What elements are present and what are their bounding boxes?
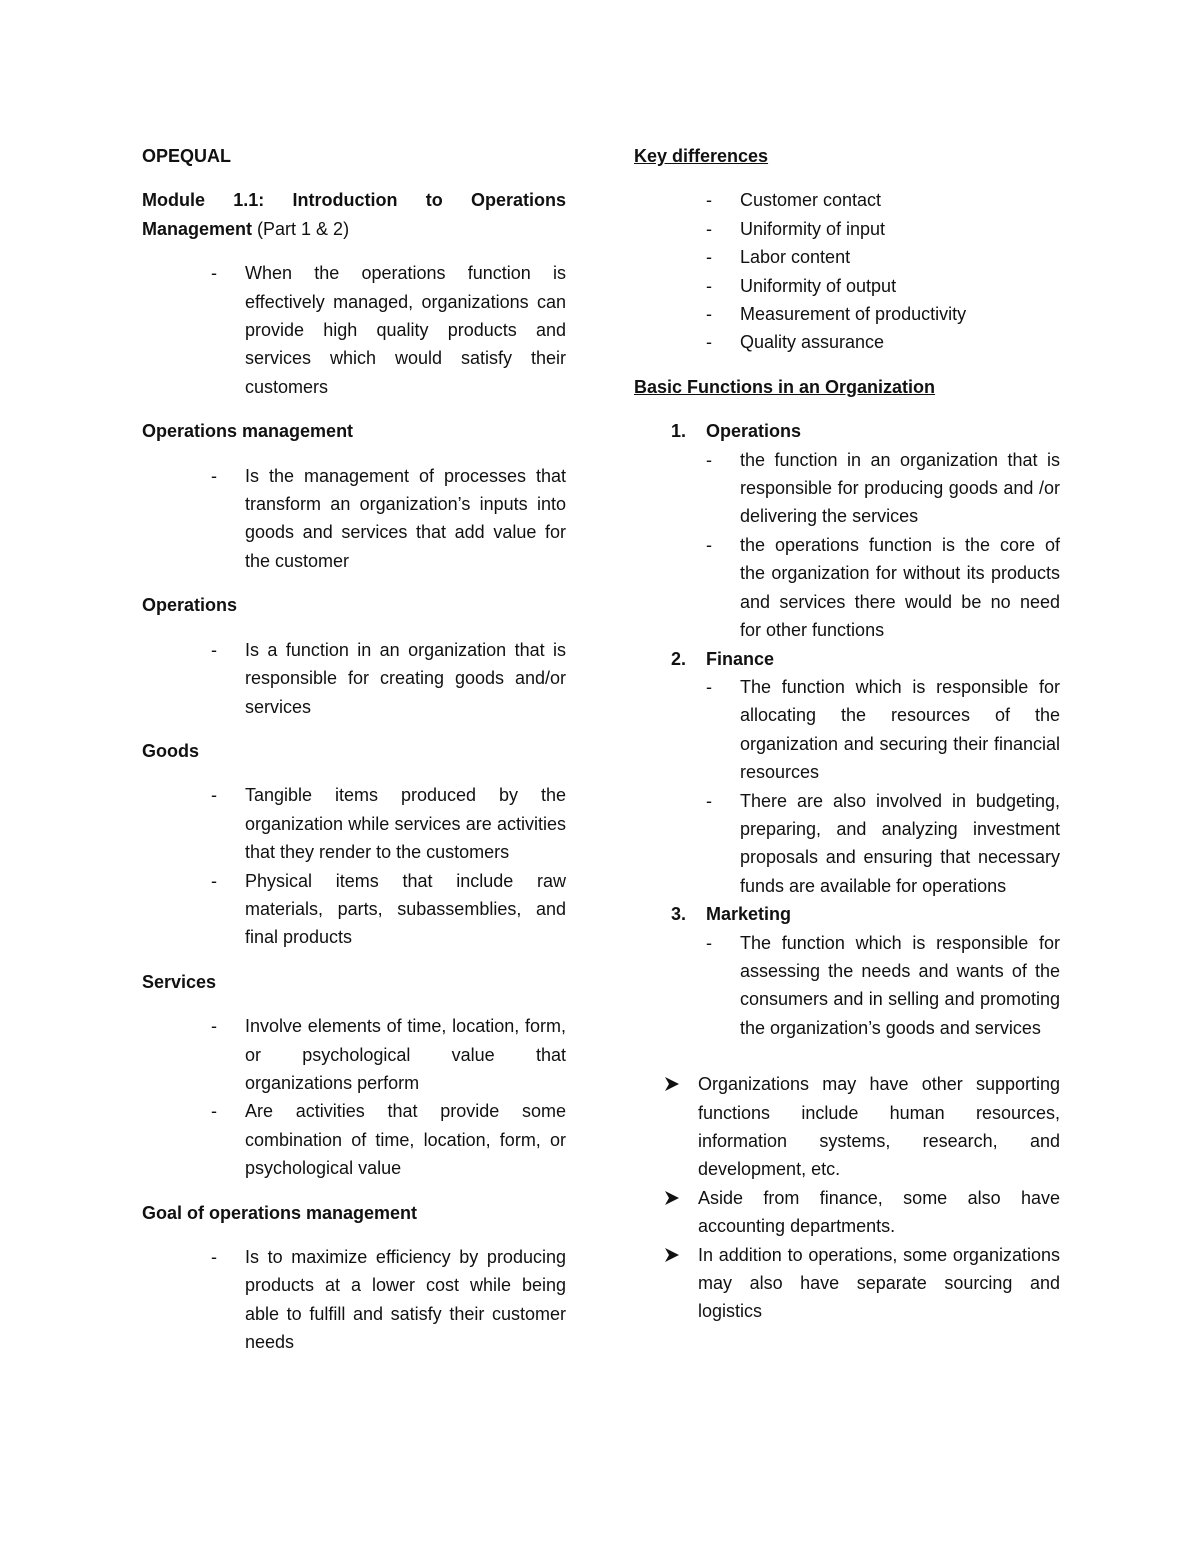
goods-list xyxy=(142,781,566,951)
arrow-list-item xyxy=(634,1241,1060,1326)
module-heading-part: (Part 1 & 2) xyxy=(252,218,350,239)
list-item: - the function in an organization that is responsible for producing goods and /or delivering the services xyxy=(706,446,1060,531)
list-item: - The function which is responsible for assessing the needs and wants of the consumers and in selling and promoting the organization’s goods and services xyxy=(706,929,1060,1043)
section-heading-goods: Goods xyxy=(142,740,199,761)
list-item: - There are also involved in budgeting, preparing, and analyzing investment proposals and ensuring that necessary funds are available for operations xyxy=(706,787,1060,901)
list-item: - Physical items that include raw materials, parts, subassemblies, and final products xyxy=(142,867,566,952)
operations-management-list xyxy=(142,462,566,576)
function-detail-list xyxy=(706,446,1060,645)
arrow-bullet-icon xyxy=(664,1076,680,1092)
intro-list xyxy=(142,259,566,401)
list-item: - Are activities that provide some combination of time, location, form, or psychological value xyxy=(142,1097,566,1182)
list-item: - Tangible items produced by the organization while services are activities that they render to the customers xyxy=(142,781,566,866)
list-item: - Is a function in an organization that is responsible for creating goods and/or services xyxy=(142,636,566,721)
function-detail-list xyxy=(706,929,1060,1043)
key-differences-list xyxy=(634,186,1060,356)
function-detail-list xyxy=(706,673,1060,900)
section-heading-operations: Operations xyxy=(142,595,238,616)
function-name: Operations xyxy=(706,421,802,442)
section-heading-operations-management: Operations management xyxy=(142,421,354,442)
right-column xyxy=(634,142,1060,1326)
supporting-notes-list xyxy=(634,1070,1060,1326)
section-heading-goal: Goal of operations management xyxy=(142,1202,418,1223)
function-name: Finance xyxy=(706,648,775,669)
operations-list xyxy=(142,636,566,721)
list-item: - Uniformity of input xyxy=(634,215,1060,243)
section-heading-services: Services xyxy=(142,971,217,992)
list-item: - The function which is responsible for allocating the resources of the organization and securing their financial resources xyxy=(706,673,1060,787)
list-item: - When the operations function is effectively managed, organizations can provide high quality products and services which would satisfy their customers xyxy=(142,259,566,401)
list-item: - Is the management of processes that transform an organization’s inputs into goods and services that add value for the customer xyxy=(142,462,566,576)
list-item: - Involve elements of time, location, form, or psychological value that organizations perform xyxy=(142,1012,566,1097)
goal-list xyxy=(142,1243,566,1357)
list-item: - Quality assurance xyxy=(634,328,1060,356)
list-item: - the operations function is the core of the organization for without its products and services there would be no need for other functions xyxy=(706,531,1060,645)
section-heading-key-differences: Key differences xyxy=(634,146,769,166)
module-heading xyxy=(142,186,566,243)
left-column xyxy=(142,142,566,1373)
arrow-item-text: Organizations may have other supporting functions include human resources, information systems, research, and development, etc. xyxy=(698,1074,1060,1180)
arrow-list-item xyxy=(634,1070,1060,1184)
function-item-finance xyxy=(634,645,1060,901)
services-list xyxy=(142,1012,566,1182)
list-item: - Measurement of productivity xyxy=(634,300,1060,328)
document-title: OPEQUAL xyxy=(142,146,232,166)
function-number: 3. xyxy=(671,904,687,925)
list-item: - Labor content xyxy=(634,243,1060,271)
function-number: 1. xyxy=(671,421,687,442)
module-heading-bold: Module 1.1: Introduction to Operations Management xyxy=(142,190,566,239)
function-number: 2. xyxy=(671,648,687,669)
arrow-item-text: Aside from finance, some also have accounting departments. xyxy=(698,1187,1060,1237)
section-heading-basic-functions: Basic Functions in an Organization xyxy=(634,376,936,397)
arrow-bullet-icon xyxy=(664,1190,680,1206)
list-item: - Is to maximize efficiency by producing products at a lower cost while being able to fulfill and satisfy their customer needs xyxy=(142,1243,566,1357)
arrow-item-text: In addition to operations, some organizations may also have separate sourcing and logistics xyxy=(698,1244,1060,1322)
arrow-bullet-icon xyxy=(664,1247,680,1263)
arrow-list-item xyxy=(634,1184,1060,1241)
basic-functions-list xyxy=(634,417,1060,1042)
list-item: - Customer contact xyxy=(634,186,1060,214)
list-item: - Uniformity of output xyxy=(634,272,1060,300)
function-item-operations xyxy=(634,417,1060,644)
function-name: Marketing xyxy=(706,904,792,925)
function-item-marketing xyxy=(634,900,1060,1042)
